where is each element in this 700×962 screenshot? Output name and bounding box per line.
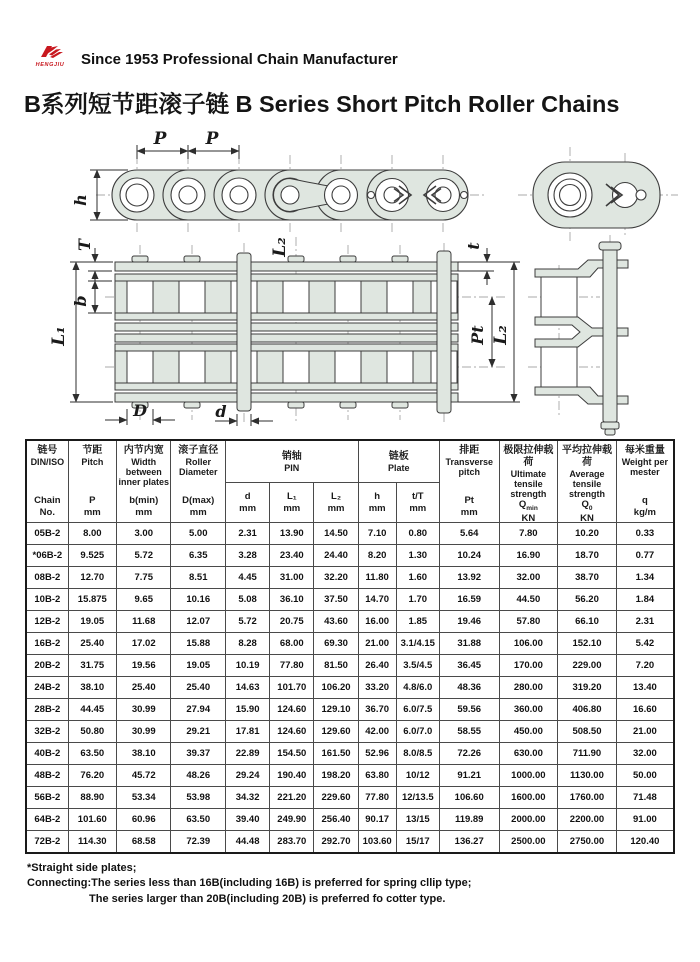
- value-cell: 1.60: [396, 567, 439, 589]
- value-cell: 29.24: [225, 765, 269, 787]
- value-cell: 77.80: [358, 787, 396, 809]
- value-cell: 6.35: [171, 545, 226, 567]
- value-cell: 198.20: [314, 765, 358, 787]
- single-link-view: [518, 147, 678, 243]
- value-cell: 36.45: [439, 655, 499, 677]
- value-cell: 11.68: [116, 611, 171, 633]
- value-cell: 77.80: [270, 655, 314, 677]
- chain-side-view: [71, 129, 486, 235]
- col-header-pin-L1: L₁ mm: [270, 483, 314, 523]
- brand-header: [28, 44, 700, 68]
- value-cell: 13/15: [396, 809, 439, 831]
- value-cell: 31.88: [439, 633, 499, 655]
- value-cell: 9.525: [68, 545, 116, 567]
- value-cell: 36.10: [270, 589, 314, 611]
- table-row: [26, 611, 674, 633]
- value-cell: 63.80: [358, 765, 396, 787]
- value-cell: 19.46: [439, 611, 499, 633]
- page-title: B系列短节距滚子链 B Series Short Pitch Roller Chains: [24, 91, 620, 117]
- value-cell: 12.70: [68, 567, 116, 589]
- chain-no-cell: 10B-2: [26, 589, 68, 611]
- value-cell: 50.80: [68, 721, 116, 743]
- value-cell: 60.96: [116, 809, 171, 831]
- value-cell: 12/13.5: [396, 787, 439, 809]
- value-cell: 32.20: [314, 567, 358, 589]
- value-cell: 1000.00: [499, 765, 558, 787]
- brand-name: HENGJIU: [35, 62, 65, 68]
- value-cell: 124.60: [270, 721, 314, 743]
- chain-no-cell: 56B-2: [26, 787, 68, 809]
- value-cell: 16.00: [358, 611, 396, 633]
- value-cell: 101.70: [270, 677, 314, 699]
- value-cell: 71.48: [616, 787, 674, 809]
- spec-table: [25, 439, 675, 854]
- value-cell: 31.75: [68, 655, 116, 677]
- value-cell: 8.0/8.5: [396, 743, 439, 765]
- table-row: [26, 765, 674, 787]
- spec-table-head: [26, 440, 674, 523]
- value-cell: 154.50: [270, 743, 314, 765]
- value-cell: 3.1/4.15: [396, 633, 439, 655]
- table-row: [26, 655, 674, 677]
- hengjiu-logo-icon: [35, 44, 65, 61]
- value-cell: 63.50: [171, 809, 226, 831]
- value-cell: 38.10: [116, 743, 171, 765]
- table-row: [26, 523, 674, 545]
- value-cell: 292.70: [314, 831, 358, 854]
- value-cell: 129.60: [314, 721, 358, 743]
- value-cell: 5.64: [439, 523, 499, 545]
- value-cell: 37.50: [314, 589, 358, 611]
- value-cell: 256.40: [314, 809, 358, 831]
- footnote-connecting: Connecting:The series less than 16B(including 16B) is preferred for spring cllip type;: [27, 877, 472, 890]
- value-cell: 10/12: [396, 765, 439, 787]
- value-cell: 48.26: [171, 765, 226, 787]
- value-cell: 44.50: [499, 589, 558, 611]
- value-cell: 91.21: [439, 765, 499, 787]
- dimension-label-pitch-1: P: [153, 129, 167, 149]
- value-cell: 21.00: [358, 633, 396, 655]
- dimension-label-pitch-2: P: [205, 129, 219, 149]
- value-cell: 14.50: [314, 523, 358, 545]
- value-cell: 249.90: [270, 809, 314, 831]
- value-cell: 25.40: [171, 677, 226, 699]
- value-cell: 68.00: [270, 633, 314, 655]
- value-cell: 33.20: [358, 677, 396, 699]
- value-cell: 221.20: [270, 787, 314, 809]
- value-cell: 11.80: [358, 567, 396, 589]
- dimension-label-L2-right: L₂: [491, 325, 511, 345]
- table-row: [26, 567, 674, 589]
- value-cell: 10.16: [171, 589, 226, 611]
- value-cell: 88.90: [68, 787, 116, 809]
- col-group-pin: 销轴 PIN: [225, 440, 358, 483]
- col-header-weight: 每米重量 Weight per mester q kg/m: [616, 440, 674, 523]
- chain-no-cell: 05B-2: [26, 523, 68, 545]
- value-cell: 8.00: [68, 523, 116, 545]
- value-cell: 43.60: [314, 611, 358, 633]
- value-cell: 190.40: [270, 765, 314, 787]
- duplex-section-view: [49, 237, 520, 426]
- value-cell: 19.05: [68, 611, 116, 633]
- value-cell: 101.60: [68, 809, 116, 831]
- value-cell: 19.05: [171, 655, 226, 677]
- value-cell: 1.84: [616, 589, 674, 611]
- chain-no-cell: 20B-2: [26, 655, 68, 677]
- value-cell: 3.5/4.5: [396, 655, 439, 677]
- value-cell: 129.10: [314, 699, 358, 721]
- value-cell: 5.08: [225, 589, 269, 611]
- value-cell: 2.31: [225, 523, 269, 545]
- value-cell: 44.48: [225, 831, 269, 854]
- value-cell: 1600.00: [499, 787, 558, 809]
- value-cell: 48.36: [439, 677, 499, 699]
- chain-no-cell: 48B-2: [26, 765, 68, 787]
- value-cell: 30.99: [116, 699, 171, 721]
- value-cell: 106.20: [314, 677, 358, 699]
- chain-no-cell: 72B-2: [26, 831, 68, 854]
- value-cell: 42.00: [358, 721, 396, 743]
- value-cell: 15.875: [68, 589, 116, 611]
- col-header-pitch: 节距 Pitch P mm: [68, 440, 116, 523]
- chain-no-cell: 12B-2: [26, 611, 68, 633]
- value-cell: 229.00: [558, 655, 617, 677]
- value-cell: 161.50: [314, 743, 358, 765]
- value-cell: 103.60: [358, 831, 396, 854]
- value-cell: 17.02: [116, 633, 171, 655]
- value-cell: 63.50: [68, 743, 116, 765]
- chain-no-cell: 32B-2: [26, 721, 68, 743]
- value-cell: 25.40: [116, 677, 171, 699]
- value-cell: 68.58: [116, 831, 171, 854]
- value-cell: 13.90: [270, 523, 314, 545]
- value-cell: 5.72: [116, 545, 171, 567]
- dimension-label-Pt: Pt: [468, 325, 487, 345]
- value-cell: 27.94: [171, 699, 226, 721]
- value-cell: 16.59: [439, 589, 499, 611]
- table-row: [26, 721, 674, 743]
- value-cell: 15.88: [171, 633, 226, 655]
- value-cell: 22.89: [225, 743, 269, 765]
- value-cell: 114.30: [68, 831, 116, 854]
- chain-no-cell: 40B-2: [26, 743, 68, 765]
- footnote-straight-plates: *Straight side plates;: [27, 862, 137, 874]
- value-cell: 7.20: [616, 655, 674, 677]
- value-cell: 66.10: [558, 611, 617, 633]
- table-row: [26, 589, 674, 611]
- value-cell: 630.00: [499, 743, 558, 765]
- col-header-pin-L2: L₂ mm: [314, 483, 358, 523]
- value-cell: 2000.00: [499, 809, 558, 831]
- value-cell: 3.28: [225, 545, 269, 567]
- value-cell: 6.0/7.5: [396, 699, 439, 721]
- value-cell: 1.34: [616, 567, 674, 589]
- value-cell: 50.00: [616, 765, 674, 787]
- dimension-label-d: d: [215, 402, 227, 421]
- table-row: [26, 677, 674, 699]
- value-cell: 8.51: [171, 567, 226, 589]
- col-header-average-strength: 平均拉伸载荷 Average tensile strength $Q_0$ KN: [558, 440, 617, 523]
- value-cell: 0.77: [616, 545, 674, 567]
- value-cell: 1.85: [396, 611, 439, 633]
- value-cell: 106.60: [439, 787, 499, 809]
- cranked-link-view: [528, 235, 628, 435]
- value-cell: 44.45: [68, 699, 116, 721]
- value-cell: 13.40: [616, 677, 674, 699]
- value-cell: 59.56: [439, 699, 499, 721]
- value-cell: 24.40: [314, 545, 358, 567]
- table-row: [26, 699, 674, 721]
- dimension-label-t: t: [464, 242, 483, 250]
- value-cell: 9.65: [116, 589, 171, 611]
- value-cell: 32.00: [499, 567, 558, 589]
- chain-no-cell: 08B-2: [26, 567, 68, 589]
- value-cell: 8.20: [358, 545, 396, 567]
- value-cell: 72.39: [171, 831, 226, 854]
- table-row: [26, 809, 674, 831]
- value-cell: 2500.00: [499, 831, 558, 854]
- value-cell: 29.21: [171, 721, 226, 743]
- table-row: [26, 787, 674, 809]
- value-cell: 31.00: [270, 567, 314, 589]
- table-row: [26, 831, 674, 854]
- dimension-label-b: b: [71, 295, 90, 307]
- value-cell: 0.80: [396, 523, 439, 545]
- value-cell: 52.96: [358, 743, 396, 765]
- value-cell: 14.70: [358, 589, 396, 611]
- value-cell: 39.40: [225, 809, 269, 831]
- value-cell: 319.20: [558, 677, 617, 699]
- value-cell: 229.60: [314, 787, 358, 809]
- value-cell: 120.40: [616, 831, 674, 854]
- value-cell: 13.92: [439, 567, 499, 589]
- value-cell: 12.07: [171, 611, 226, 633]
- footnotes: [27, 861, 700, 907]
- chain-no-cell: *06B-2: [26, 545, 68, 567]
- value-cell: 30.99: [116, 721, 171, 743]
- chain-no-cell: 28B-2: [26, 699, 68, 721]
- value-cell: 1.30: [396, 545, 439, 567]
- value-cell: 34.32: [225, 787, 269, 809]
- value-cell: 5.42: [616, 633, 674, 655]
- chain-no-cell: 64B-2: [26, 809, 68, 831]
- value-cell: 4.8/6.0: [396, 677, 439, 699]
- value-cell: 56.20: [558, 589, 617, 611]
- dimension-label-D: D: [133, 401, 147, 420]
- spec-table-container: [25, 439, 675, 854]
- value-cell: 53.34: [116, 787, 171, 809]
- col-header-roller-diameter: 滚子直径 Roller Diameter D(max) mm: [171, 440, 226, 523]
- dimension-label-L2-top: L₂: [270, 237, 290, 257]
- value-cell: 90.17: [358, 809, 396, 831]
- value-cell: 15/17: [396, 831, 439, 854]
- dimension-label-L1: L₁: [49, 326, 69, 346]
- value-cell: 20.75: [270, 611, 314, 633]
- value-cell: 3.00: [116, 523, 171, 545]
- value-cell: 19.56: [116, 655, 171, 677]
- value-cell: 69.30: [314, 633, 358, 655]
- value-cell: 7.80: [499, 523, 558, 545]
- table-row: [26, 545, 674, 567]
- value-cell: 283.70: [270, 831, 314, 854]
- value-cell: 406.80: [558, 699, 617, 721]
- value-cell: 58.55: [439, 721, 499, 743]
- value-cell: 136.27: [439, 831, 499, 854]
- chain-no-cell: 24B-2: [26, 677, 68, 699]
- value-cell: 45.72: [116, 765, 171, 787]
- value-cell: 21.00: [616, 721, 674, 743]
- chain-no-cell: 16B-2: [26, 633, 68, 655]
- value-cell: 2.31: [616, 611, 674, 633]
- dimension-label-T: T: [75, 239, 94, 251]
- brand-tagline: Since 1953 Professional Chain Manufacturer: [81, 51, 398, 68]
- value-cell: 2750.00: [558, 831, 617, 854]
- value-cell: 38.10: [68, 677, 116, 699]
- value-cell: 17.81: [225, 721, 269, 743]
- col-header-chain-no: 链号 DIN/ISO Chain No.: [26, 440, 68, 523]
- table-row: [26, 633, 674, 655]
- value-cell: 10.19: [225, 655, 269, 677]
- value-cell: 53.98: [171, 787, 226, 809]
- value-cell: 1760.00: [558, 787, 617, 809]
- col-header-plate-h: h mm: [358, 483, 396, 523]
- value-cell: 8.28: [225, 633, 269, 655]
- value-cell: 10.24: [439, 545, 499, 567]
- value-cell: 25.40: [68, 633, 116, 655]
- value-cell: 5.00: [171, 523, 226, 545]
- value-cell: 360.00: [499, 699, 558, 721]
- value-cell: 39.37: [171, 743, 226, 765]
- col-group-plate: 链板 Plate: [358, 440, 439, 483]
- value-cell: 6.0/7.0: [396, 721, 439, 743]
- value-cell: 14.63: [225, 677, 269, 699]
- value-cell: 152.10: [558, 633, 617, 655]
- value-cell: 18.70: [558, 545, 617, 567]
- value-cell: 7.10: [358, 523, 396, 545]
- spec-table-body: [26, 523, 674, 854]
- value-cell: 450.00: [499, 721, 558, 743]
- col-header-ultimate-strength: 极限拉伸载荷 Ultimate tensile strength $Q_{min}$ KN: [499, 440, 558, 523]
- value-cell: 26.40: [358, 655, 396, 677]
- value-cell: 1.70: [396, 589, 439, 611]
- value-cell: 4.45: [225, 567, 269, 589]
- value-cell: 2200.00: [558, 809, 617, 831]
- value-cell: 106.00: [499, 633, 558, 655]
- value-cell: 508.50: [558, 721, 617, 743]
- value-cell: 36.70: [358, 699, 396, 721]
- value-cell: 10.20: [558, 523, 617, 545]
- value-cell: 0.33: [616, 523, 674, 545]
- value-cell: 23.40: [270, 545, 314, 567]
- value-cell: 124.60: [270, 699, 314, 721]
- value-cell: 16.60: [616, 699, 674, 721]
- col-header-transverse-pitch: 排距 Transverse pitch Pt mm: [439, 440, 499, 523]
- value-cell: 81.50: [314, 655, 358, 677]
- value-cell: 72.26: [439, 743, 499, 765]
- value-cell: 57.80: [499, 611, 558, 633]
- chain-technical-drawings: [0, 125, 700, 437]
- value-cell: 38.70: [558, 567, 617, 589]
- value-cell: 15.90: [225, 699, 269, 721]
- value-cell: 91.00: [616, 809, 674, 831]
- brand-logo: [28, 44, 72, 68]
- value-cell: 170.00: [499, 655, 558, 677]
- col-header-pin-d: d mm: [225, 483, 269, 523]
- col-header-inner-width: 内节内宽 Width between inner plates b(min) mm: [116, 440, 171, 523]
- value-cell: 711.90: [558, 743, 617, 765]
- value-cell: 32.00: [616, 743, 674, 765]
- value-cell: 119.89: [439, 809, 499, 831]
- dimension-label-h: h: [71, 194, 90, 206]
- col-header-plate-tT: t/T mm: [396, 483, 439, 523]
- footnote-cotter: The series larger than 20B(including 20B) is preferred fo cotter type.: [89, 892, 446, 905]
- value-cell: 16.90: [499, 545, 558, 567]
- value-cell: 280.00: [499, 677, 558, 699]
- value-cell: 1130.00: [558, 765, 617, 787]
- table-row: [26, 743, 674, 765]
- value-cell: 76.20: [68, 765, 116, 787]
- value-cell: 5.72: [225, 611, 269, 633]
- value-cell: 7.75: [116, 567, 171, 589]
